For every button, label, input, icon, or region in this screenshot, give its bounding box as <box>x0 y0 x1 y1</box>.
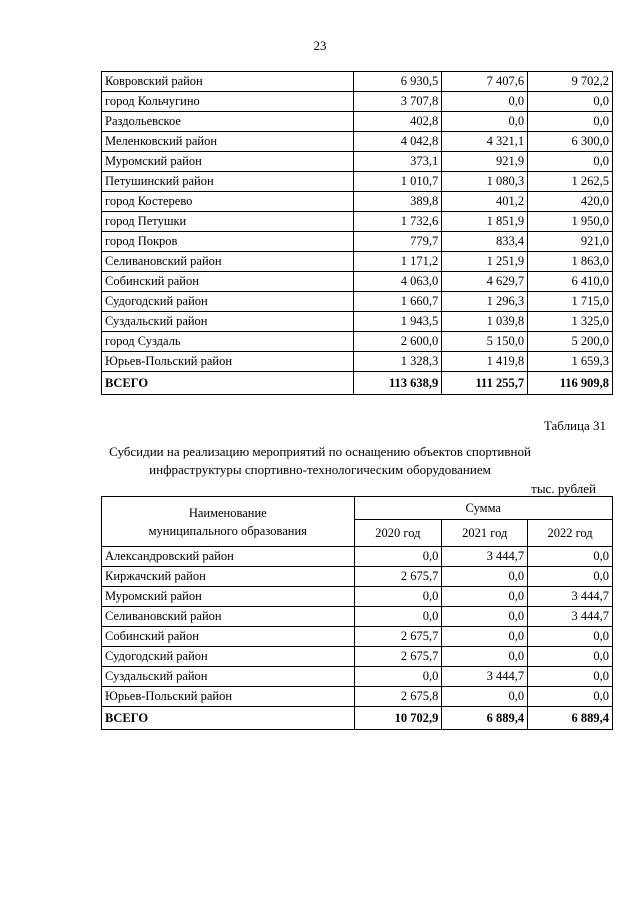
municipality-cell: город Петушки <box>102 212 354 232</box>
table2-body <box>102 547 613 730</box>
municipality-cell: город Костерево <box>102 192 354 212</box>
table-title-line2: инфраструктуры спортивно-технологическим оборудованием <box>149 462 491 477</box>
table-row <box>102 547 613 567</box>
header-sum: Сумма <box>354 497 613 520</box>
value-cell: 6 889,4 <box>528 707 613 730</box>
municipality-cell: Суздальский район <box>102 667 355 687</box>
table-row <box>102 212 613 232</box>
sports-equipment-subsidy-table <box>101 496 613 730</box>
header-name-line1: Наименование <box>188 505 267 520</box>
value-cell: 0,0 <box>528 647 613 667</box>
value-cell: 0,0 <box>528 152 613 172</box>
municipality-cell: город Суздаль <box>102 332 354 352</box>
value-cell: 0,0 <box>528 667 613 687</box>
value-cell: 0,0 <box>354 547 442 567</box>
value-cell: 1 262,5 <box>528 172 613 192</box>
value-cell: 0,0 <box>442 567 528 587</box>
table-row <box>102 192 613 212</box>
value-cell: 921,0 <box>528 232 613 252</box>
value-cell: 0,0 <box>354 667 442 687</box>
value-cell: 10 702,9 <box>354 707 442 730</box>
value-cell: 0,0 <box>442 587 528 607</box>
municipality-cell: ВСЕГО <box>102 707 355 730</box>
value-cell: 3 444,7 <box>528 587 613 607</box>
value-cell: 402,8 <box>354 112 442 132</box>
value-cell: 0,0 <box>354 587 442 607</box>
municipality-cell: Селивановский район <box>102 607 355 627</box>
municipality-cell: Меленковский район <box>102 132 354 152</box>
value-cell: 2 675,7 <box>354 647 442 667</box>
value-cell: 0,0 <box>442 112 528 132</box>
value-cell: 921,9 <box>442 152 528 172</box>
table-row <box>102 627 613 647</box>
municipality-cell: Селивановский район <box>102 252 354 272</box>
table-row <box>102 312 613 332</box>
table-row <box>102 587 613 607</box>
value-cell: 5 200,0 <box>528 332 613 352</box>
table-title <box>0 443 640 479</box>
table-row <box>102 352 613 372</box>
value-cell: 2 675,7 <box>354 567 442 587</box>
value-cell: 0,0 <box>528 567 613 587</box>
value-cell: 116 909,8 <box>528 372 613 395</box>
value-cell: 2 675,8 <box>354 687 442 707</box>
value-cell: 5 150,0 <box>442 332 528 352</box>
table-row <box>102 332 613 352</box>
value-cell: 1 039,8 <box>442 312 528 332</box>
value-cell: 6 889,4 <box>442 707 528 730</box>
value-cell: 0,0 <box>528 687 613 707</box>
value-cell: 0,0 <box>442 607 528 627</box>
municipality-cell: Собинский район <box>102 272 354 292</box>
table-row <box>102 132 613 152</box>
value-cell: 6 410,0 <box>528 272 613 292</box>
header-year-2021: 2021 год <box>442 520 528 547</box>
value-cell: 1 715,0 <box>528 292 613 312</box>
table-row <box>102 292 613 312</box>
value-cell: 0,0 <box>442 687 528 707</box>
units-label: тыс. рублей <box>531 481 596 496</box>
municipality-cell: Ковровский район <box>102 72 354 92</box>
value-cell: 1 732,6 <box>354 212 442 232</box>
table-row <box>102 567 613 587</box>
value-cell: 4 321,1 <box>442 132 528 152</box>
value-cell: 113 638,9 <box>354 372 442 395</box>
total-row <box>102 372 613 395</box>
table2-header <box>102 497 613 547</box>
value-cell: 1 251,9 <box>442 252 528 272</box>
value-cell: 420,0 <box>528 192 613 212</box>
municipality-cell: Судогодский район <box>102 292 354 312</box>
page-number: 23 <box>313 38 327 53</box>
municipality-cell: Судогодский район <box>102 647 355 667</box>
header-name-line2: муниципального образования <box>148 523 307 538</box>
value-cell: 6 930,5 <box>354 72 442 92</box>
header-year-2022: 2022 год <box>528 520 613 547</box>
value-cell: 4 629,7 <box>442 272 528 292</box>
value-cell: 7 407,6 <box>442 72 528 92</box>
value-cell: 1 660,7 <box>354 292 442 312</box>
table-row <box>102 92 613 112</box>
value-cell: 2 600,0 <box>354 332 442 352</box>
value-cell: 1 296,3 <box>442 292 528 312</box>
value-cell: 6 300,0 <box>528 132 613 152</box>
municipality-cell: Александровский район <box>102 547 355 567</box>
municipality-cell: город Кольчугино <box>102 92 354 112</box>
total-row <box>102 707 613 730</box>
municipality-cell: Киржачский район <box>102 567 355 587</box>
value-cell: 373,1 <box>354 152 442 172</box>
value-cell: 0,0 <box>442 647 528 667</box>
municipality-cell: Юрьев-Польский район <box>102 352 354 372</box>
value-cell: 0,0 <box>528 627 613 647</box>
value-cell: 779,7 <box>354 232 442 252</box>
value-cell: 1 171,2 <box>354 252 442 272</box>
value-cell: 2 675,7 <box>354 627 442 647</box>
value-cell: 1 325,0 <box>528 312 613 332</box>
value-cell: 0,0 <box>528 112 613 132</box>
value-cell: 1 851,9 <box>442 212 528 232</box>
table-title-line1: Субсидии на реализацию мероприятий по оснащению объектов спортивной <box>109 444 531 459</box>
value-cell: 0,0 <box>354 607 442 627</box>
value-cell: 3 707,8 <box>354 92 442 112</box>
municipality-cell: Петушинский район <box>102 172 354 192</box>
value-cell: 4 063,0 <box>354 272 442 292</box>
municipality-cell: город Покров <box>102 232 354 252</box>
table-row <box>102 172 613 192</box>
municipality-cell: ВСЕГО <box>102 372 354 395</box>
value-cell: 1 950,0 <box>528 212 613 232</box>
value-cell: 1 080,3 <box>442 172 528 192</box>
value-cell: 9 702,2 <box>528 72 613 92</box>
value-cell: 0,0 <box>528 92 613 112</box>
value-cell: 0,0 <box>528 547 613 567</box>
table-row <box>102 72 613 92</box>
table-row <box>102 252 613 272</box>
value-cell: 389,8 <box>354 192 442 212</box>
table-row <box>102 667 613 687</box>
value-cell: 1 659,3 <box>528 352 613 372</box>
table-row <box>102 232 613 252</box>
value-cell: 1 010,7 <box>354 172 442 192</box>
value-cell: 0,0 <box>442 92 528 112</box>
value-cell: 401,2 <box>442 192 528 212</box>
value-cell: 1 863,0 <box>528 252 613 272</box>
header-year-2020: 2020 год <box>354 520 442 547</box>
value-cell: 3 444,7 <box>528 607 613 627</box>
table1-body <box>102 72 613 395</box>
municipality-cell: Раздольевское <box>102 112 354 132</box>
municipality-cell: Суздальский район <box>102 312 354 332</box>
value-cell: 3 444,7 <box>442 667 528 687</box>
value-cell: 0,0 <box>442 627 528 647</box>
value-cell: 1 328,3 <box>354 352 442 372</box>
municipality-cell: Юрьев-Польский район <box>102 687 355 707</box>
value-cell: 3 444,7 <box>442 547 528 567</box>
value-cell: 4 042,8 <box>354 132 442 152</box>
table-row <box>102 152 613 172</box>
municipality-cell: Собинский район <box>102 627 355 647</box>
table-row <box>102 112 613 132</box>
continued-subsidy-table <box>101 71 613 395</box>
table-label: Таблица 31 <box>543 418 606 433</box>
municipality-cell: Муромский район <box>102 152 354 172</box>
value-cell: 1 419,8 <box>442 352 528 372</box>
table-row <box>102 607 613 627</box>
value-cell: 111 255,7 <box>442 372 528 395</box>
value-cell: 833,4 <box>442 232 528 252</box>
table-row <box>102 272 613 292</box>
municipality-cell: Муромский район <box>102 587 355 607</box>
header-name <box>102 497 355 547</box>
value-cell: 1 943,5 <box>354 312 442 332</box>
table-row <box>102 687 613 707</box>
table-row <box>102 647 613 667</box>
